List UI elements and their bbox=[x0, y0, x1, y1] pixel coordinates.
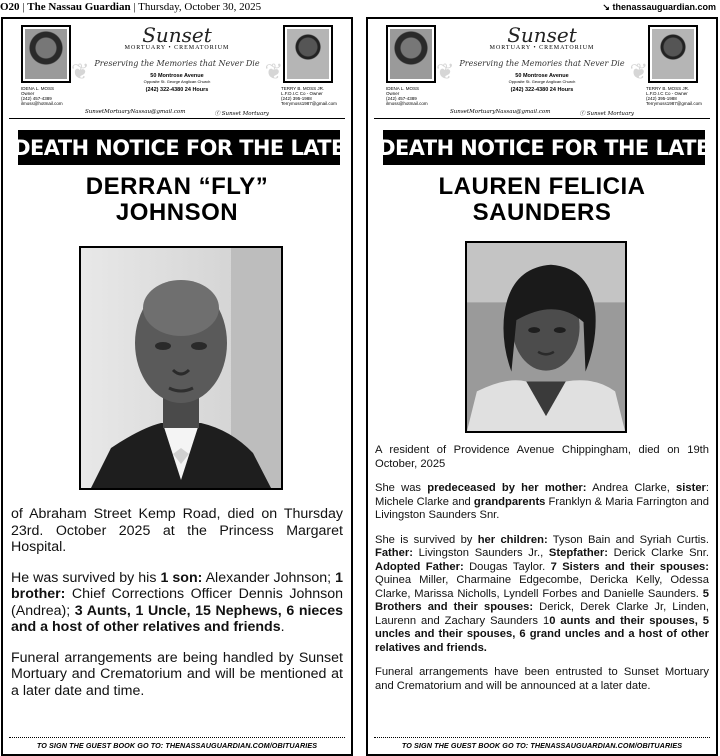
facebook-page: ⓕ Sunset Mortuary bbox=[214, 111, 269, 117]
issue-date: Thursday, October 30, 2025 bbox=[138, 1, 262, 13]
sunset-logo: Sunset MORTUARY • CREMATORIUM Preserving the Memories that Never Die 50 Montrose Avenue Opposite St. George Anglican Church (242) 322-4380 24 Hours SunsetMortuaryNassau@gmail.com ⓕ Sunset Mortuary bbox=[450, 23, 634, 117]
deceased-portrait bbox=[465, 241, 627, 433]
notice-paragraph: She is survived by her children: Tyson Bain and Syriah Curtis. Father: Livingston Saunders Jr., Stepfather: Derick Clarke Snr. Adopted Father: Dougas Taylor. 7 Sisters and their spouses: Quinea Miller, Charmaine Edgecombe, Dericka Kelly, Odessa Clarke, Marissa Nicholls, Lyndell Forbes and Danielle Saunders. 5 Brothers and their spouses: Derick, Derek Clarke Jr, Linden, Laurenn and Zachary Saunders 10 aunts and their spouses, 5 uncles and their spouses, 6 grand uncles and a host of other relatives and friends. bbox=[375, 533, 710, 654]
notice-paragraph: Funeral arrangements are being handled by Sunset Mortuary and Crematorium and will be mentioned at a later date and time. bbox=[11, 649, 343, 699]
owner-info-left: IDENA L. MOSS Owner (242) 457-4389 ilmoss@hotmail.com bbox=[21, 86, 63, 106]
facebook-page: ⓕ Sunset Mortuary bbox=[579, 111, 634, 117]
notice-banner: DEATH NOTICE FOR THE LATE bbox=[18, 130, 340, 165]
owner-info-right: TERRY B. MOSS JR. L.F.D.I.C Co - Owner (242) 395-1988 Terrymoss1987@gmail.com bbox=[281, 86, 337, 106]
notice-paragraph: of Abraham Street Kemp Road, died on Thursday 23rd. October 2025 at the Princess Margaret Hospital. bbox=[11, 506, 343, 555]
funeral-home-header bbox=[374, 19, 710, 119]
owner-photo-left bbox=[386, 25, 436, 83]
phone: (242) 322-4380 24 Hours bbox=[145, 87, 209, 93]
owner-photo-right bbox=[648, 25, 698, 83]
notice-paragraph: Funeral arrangements have been entrusted to Sunset Mortuary and Crematorium and will be announced at a later date. bbox=[375, 666, 709, 692]
website-link[interactable]: ↘ thenassauguardian.com bbox=[602, 1, 716, 12]
notice-paragraph: He was survived by his 1 son: Alexander Johnson; 1 brother: Chief Corrections Officer Dennis Johnson (Andrea); 3 Aunts, 1 Uncle, 15 Nephews, 6 nieces and a host of other relatives and friends. bbox=[11, 569, 344, 635]
deceased-name: LAUREN FELICIA SAUNDERS bbox=[438, 173, 646, 226]
deceased-name: DERRAN “FLY” JOHNSON bbox=[85, 173, 269, 226]
paper-name: The Nassau Guardian bbox=[27, 1, 131, 13]
tagline: Preserving the Memories that Never Die bbox=[459, 59, 625, 68]
floral-ornament: ❦ bbox=[436, 59, 455, 84]
guestbook-link[interactable]: TO SIGN THE GUEST BOOK GO TO: THENASSAUGUARDIAN.COM/OBITUARIES bbox=[9, 737, 345, 750]
floral-ornament: ❦ bbox=[629, 59, 648, 84]
owner-photo-left bbox=[21, 25, 71, 83]
notice-banner: DEATH NOTICE FOR THE LATE bbox=[383, 130, 705, 165]
masthead-left: O20 | The Nassau Guardian | Thursday, October 30, 2025 bbox=[0, 1, 262, 13]
death-notice-saunders bbox=[366, 17, 718, 756]
notice-paragraph: She was predeceased by her mother: Andrea Clarke, sister: Michele Clarke and grandparents Franklyn & Maria Farrington and Livingston Saunders Snr. bbox=[375, 482, 710, 521]
owner-photo-right bbox=[283, 25, 333, 83]
owner-info-left: IDENA L. MOSS Owner (242) 457-4389 ilmoss@hotmail.com bbox=[386, 86, 428, 106]
deceased-portrait bbox=[79, 246, 283, 490]
notice-paragraph: A resident of Providence Avenue Chippingham, died on 19th October, 2025 bbox=[375, 444, 709, 470]
phone: (242) 322-4380 24 Hours bbox=[510, 87, 574, 93]
owner-info-right: TERRY B. MOSS JR. L.F.D.I.C Co - Owner (242) 395-1988 Terrymoss1987@gmail.com bbox=[646, 86, 702, 106]
death-notice-johnson bbox=[1, 17, 353, 756]
floral-ornament: ❦ bbox=[264, 59, 283, 84]
email: SunsetMortuaryNassau@gmail.com bbox=[85, 109, 186, 115]
notice-text bbox=[11, 506, 343, 713]
tagline: Preserving the Memories that Never Die bbox=[94, 59, 260, 68]
email: SunsetMortuaryNassau@gmail.com bbox=[450, 109, 551, 115]
notice-text bbox=[375, 444, 709, 704]
sunset-logo: Sunset MORTUARY • CREMATORIUM Preserving the Memories that Never Die 50 Montrose Avenue Opposite St. George Anglican Church (242) 322-4380 24 Hours SunsetMortuaryNassau@gmail.com ⓕ Sunset Mortuary bbox=[85, 23, 269, 117]
guestbook-link[interactable]: TO SIGN THE GUEST BOOK GO TO: THENASSAUGUARDIAN.COM/OBITUARIES bbox=[374, 737, 710, 750]
masthead bbox=[0, 0, 720, 14]
page-number: O20 bbox=[0, 1, 20, 13]
funeral-home-header bbox=[9, 19, 345, 119]
floral-ornament: ❦ bbox=[71, 59, 90, 84]
